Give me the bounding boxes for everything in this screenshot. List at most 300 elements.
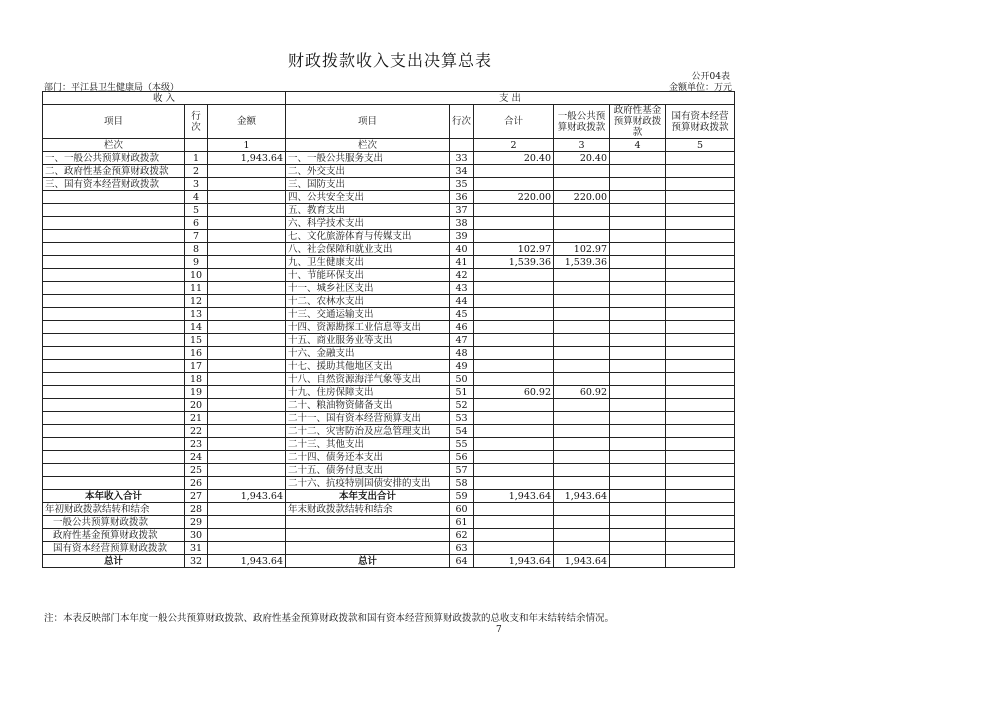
page-number: 7 — [496, 625, 502, 635]
table-row — [43, 425, 735, 438]
expense-statecapital — [666, 334, 735, 347]
expense-statecapital — [666, 555, 735, 568]
expense-statecapital — [666, 308, 735, 321]
expense-statecapital — [666, 438, 735, 451]
income-line-no: 29 — [185, 516, 208, 529]
expense-line-no: 60 — [450, 503, 474, 516]
income-item — [43, 204, 185, 217]
income-item: 本年收入合计 — [43, 490, 185, 503]
expense-general — [554, 360, 610, 373]
table-row — [43, 256, 735, 269]
expense-general — [554, 308, 610, 321]
income-amount — [208, 217, 286, 230]
expense-item — [286, 542, 450, 555]
expense-statecapital — [666, 477, 735, 490]
table-row — [43, 477, 735, 490]
income-amount — [208, 360, 286, 373]
expense-govfund — [610, 529, 666, 542]
expense-govfund — [610, 373, 666, 386]
table-row — [43, 178, 735, 191]
income-item: 三、国有资本经营财政拨款 — [43, 178, 185, 191]
expense-govfund — [610, 243, 666, 256]
expense-item: 十一、城乡社区支出 — [286, 282, 450, 295]
income-item — [43, 386, 185, 399]
expense-statecapital — [666, 178, 735, 191]
expense-statecapital — [666, 256, 735, 269]
expense-statecapital — [666, 217, 735, 230]
col-general-header: 一般公共预算财政拨款 — [554, 105, 610, 139]
expense-item: 二十二、灾害防治及应急管理支出 — [286, 425, 450, 438]
income-item — [43, 256, 185, 269]
expense-govfund — [610, 321, 666, 334]
expense-item: 十四、资源勘探工业信息等支出 — [286, 321, 450, 334]
expense-line-no: 41 — [450, 256, 474, 269]
income-line-no: 23 — [185, 438, 208, 451]
table-row — [43, 282, 735, 295]
income-amount: 1,943.64 — [208, 490, 286, 503]
expense-general — [554, 503, 610, 516]
income-amount — [208, 438, 286, 451]
expense-govfund — [610, 464, 666, 477]
expense-govfund — [610, 295, 666, 308]
expense-line-no: 54 — [450, 425, 474, 438]
expense-govfund — [610, 204, 666, 217]
table-row — [43, 399, 735, 412]
expense-statecapital — [666, 230, 735, 243]
income-item: 年初财政拨款结转和结余 — [43, 503, 185, 516]
income-item — [43, 230, 185, 243]
income-amount — [208, 269, 286, 282]
table-row — [43, 152, 735, 165]
expense-item: 十六、金融支出 — [286, 347, 450, 360]
expense-govfund — [610, 503, 666, 516]
expense-statecapital — [666, 295, 735, 308]
income-line-no: 6 — [185, 217, 208, 230]
expense-govfund — [610, 230, 666, 243]
expense-item: 二十四、债务还本支出 — [286, 451, 450, 464]
expense-govfund — [610, 425, 666, 438]
expense-statecapital — [666, 165, 735, 178]
income-item — [43, 360, 185, 373]
expense-line-no: 35 — [450, 178, 474, 191]
expense-total — [474, 217, 554, 230]
income-amount — [208, 516, 286, 529]
expense-general — [554, 464, 610, 477]
table-row — [43, 373, 735, 386]
expense-total: 60.92 — [474, 386, 554, 399]
income-line-no: 14 — [185, 321, 208, 334]
expense-item: 十八、自然资源海洋气象等支出 — [286, 373, 450, 386]
expense-statecapital — [666, 360, 735, 373]
income-amount — [208, 477, 286, 490]
expense-general: 1,943.64 — [554, 490, 610, 503]
col-index-blank — [185, 139, 208, 152]
income-amount — [208, 373, 286, 386]
income-amount — [208, 243, 286, 256]
expense-total — [474, 451, 554, 464]
col-item2-header: 项目 — [286, 105, 450, 139]
expense-line-no: 39 — [450, 230, 474, 243]
income-amount — [208, 165, 286, 178]
income-line-no: 9 — [185, 256, 208, 269]
expense-total — [474, 425, 554, 438]
expense-statecapital — [666, 529, 735, 542]
expense-item: 四、公共安全支出 — [286, 191, 450, 204]
expense-line-no: 45 — [450, 308, 474, 321]
income-line-no: 13 — [185, 308, 208, 321]
table-row — [43, 191, 735, 204]
expense-item: 二、外交支出 — [286, 165, 450, 178]
col-item-header: 项目 — [43, 105, 185, 139]
expense-total — [474, 399, 554, 412]
income-line-no: 15 — [185, 334, 208, 347]
income-line-no: 1 — [185, 152, 208, 165]
expense-line-no: 52 — [450, 399, 474, 412]
expense-total — [474, 178, 554, 191]
expense-total: 1,539.36 — [474, 256, 554, 269]
income-line-no: 27 — [185, 490, 208, 503]
expense-line-no: 46 — [450, 321, 474, 334]
unit-label: 金额单位：万元 — [668, 83, 732, 93]
expense-statecapital — [666, 243, 735, 256]
page-title: 财政拨款收入支出决算总表 — [287, 51, 492, 70]
income-amount — [208, 503, 286, 516]
income-amount — [208, 282, 286, 295]
income-line-no: 3 — [185, 178, 208, 191]
income-amount — [208, 542, 286, 555]
expense-line-no: 43 — [450, 282, 474, 295]
expense-general — [554, 217, 610, 230]
expense-item: 二十五、债务付息支出 — [286, 464, 450, 477]
table-row — [43, 451, 735, 464]
expense-item — [286, 516, 450, 529]
col-line2-header: 行次 — [450, 105, 474, 139]
income-line-no: 8 — [185, 243, 208, 256]
income-amount — [208, 230, 286, 243]
expense-statecapital — [666, 321, 735, 334]
income-item — [43, 347, 185, 360]
expense-govfund — [610, 542, 666, 555]
income-line-no: 22 — [185, 425, 208, 438]
expense-govfund — [610, 217, 666, 230]
expense-line-no: 62 — [450, 529, 474, 542]
expense-line-no: 36 — [450, 191, 474, 204]
expense-general — [554, 425, 610, 438]
expense-general — [554, 438, 610, 451]
expense-general: 1,943.64 — [554, 555, 610, 568]
expense-total — [474, 165, 554, 178]
expense-govfund — [610, 269, 666, 282]
expense-statecapital — [666, 386, 735, 399]
expense-item: 年末财政拨款结转和结余 — [286, 503, 450, 516]
expense-item: 二十三、其他支出 — [286, 438, 450, 451]
col-line-header: 行次 — [185, 105, 208, 139]
table-row — [43, 386, 735, 399]
expense-total — [474, 438, 554, 451]
carryover-row — [43, 516, 735, 529]
expense-total — [474, 373, 554, 386]
income-item — [43, 282, 185, 295]
col-index-3: 3 — [554, 139, 610, 152]
income-line-no: 28 — [185, 503, 208, 516]
table-row — [43, 269, 735, 282]
income-item — [43, 412, 185, 425]
expense-line-no: 55 — [450, 438, 474, 451]
income-amount — [208, 412, 286, 425]
income-line-no: 24 — [185, 451, 208, 464]
income-item — [43, 464, 185, 477]
expense-total — [474, 282, 554, 295]
expense-govfund — [610, 256, 666, 269]
income-item — [43, 425, 185, 438]
expense-total — [474, 529, 554, 542]
expense-statecapital — [666, 451, 735, 464]
carryover-row — [43, 529, 735, 542]
table-row — [43, 464, 735, 477]
expense-item: 二十、粮油物资储备支出 — [286, 399, 450, 412]
expense-general — [554, 321, 610, 334]
income-line-no: 4 — [185, 191, 208, 204]
expense-total — [474, 204, 554, 217]
expense-header: 支 出 — [286, 92, 735, 105]
col-index-4: 4 — [610, 139, 666, 152]
expense-line-no: 40 — [450, 243, 474, 256]
expense-general — [554, 204, 610, 217]
expense-line-no: 42 — [450, 269, 474, 282]
expense-general — [554, 477, 610, 490]
section-header-row — [43, 92, 735, 105]
income-amount — [208, 191, 286, 204]
expense-statecapital — [666, 516, 735, 529]
expense-item: 六、科学技术支出 — [286, 217, 450, 230]
expense-line-no: 49 — [450, 360, 474, 373]
expense-general — [554, 516, 610, 529]
income-line-no: 21 — [185, 412, 208, 425]
expense-statecapital — [666, 269, 735, 282]
income-item: 政府性基金预算财政拨款 — [43, 529, 185, 542]
income-item — [43, 308, 185, 321]
expense-total: 220.00 — [474, 191, 554, 204]
table-row — [43, 360, 735, 373]
table-row — [43, 334, 735, 347]
income-line-no: 32 — [185, 555, 208, 568]
expense-line-no: 34 — [450, 165, 474, 178]
table-row — [43, 217, 735, 230]
expense-total — [474, 542, 554, 555]
table-row — [43, 165, 735, 178]
expense-line-no: 61 — [450, 516, 474, 529]
income-amount — [208, 347, 286, 360]
col-govfund-header: 政府性基金预算财政拨款 — [610, 105, 666, 139]
expense-total: 1,943.64 — [474, 490, 554, 503]
expense-item: 七、文化旅游体育与传媒支出 — [286, 230, 450, 243]
expense-line-no: 50 — [450, 373, 474, 386]
expense-govfund — [610, 516, 666, 529]
expense-item: 十九、住房保障支出 — [286, 386, 450, 399]
income-item — [43, 243, 185, 256]
expense-line-no: 48 — [450, 347, 474, 360]
expense-line-no: 56 — [450, 451, 474, 464]
carryover-row — [43, 503, 735, 516]
col-index-label: 栏次 — [43, 139, 185, 152]
expense-total: 20.40 — [474, 152, 554, 165]
expense-total — [474, 230, 554, 243]
expense-statecapital — [666, 425, 735, 438]
expense-general: 60.92 — [554, 386, 610, 399]
expense-general — [554, 347, 610, 360]
expense-govfund — [610, 555, 666, 568]
expense-general — [554, 373, 610, 386]
expense-general — [554, 399, 610, 412]
table-row — [43, 321, 735, 334]
budget-summary-table — [42, 91, 735, 568]
col-total-header: 合计 — [474, 105, 554, 139]
income-amount — [208, 529, 286, 542]
income-line-no: 11 — [185, 282, 208, 295]
expense-line-no: 63 — [450, 542, 474, 555]
expense-total — [474, 334, 554, 347]
expense-govfund — [610, 191, 666, 204]
expense-item: 三、国防支出 — [286, 178, 450, 191]
income-amount — [208, 399, 286, 412]
expense-total — [474, 321, 554, 334]
expense-govfund — [610, 451, 666, 464]
col-index-label2: 栏次 — [286, 139, 450, 152]
expense-govfund — [610, 334, 666, 347]
income-item — [43, 399, 185, 412]
expense-line-no: 37 — [450, 204, 474, 217]
expense-statecapital — [666, 373, 735, 386]
income-item — [43, 373, 185, 386]
income-line-no: 7 — [185, 230, 208, 243]
income-amount: 1,943.64 — [208, 152, 286, 165]
expense-general: 20.40 — [554, 152, 610, 165]
income-amount — [208, 334, 286, 347]
carryover-row — [43, 542, 735, 555]
income-line-no: 17 — [185, 360, 208, 373]
income-line-no: 18 — [185, 373, 208, 386]
form-code: 公开04表 — [691, 72, 730, 82]
income-item: 一、一般公共预算财政拨款 — [43, 152, 185, 165]
expense-item: 十五、商业服务业等支出 — [286, 334, 450, 347]
expense-total — [474, 516, 554, 529]
expense-line-no: 44 — [450, 295, 474, 308]
expense-total — [474, 347, 554, 360]
expense-general — [554, 529, 610, 542]
income-amount — [208, 425, 286, 438]
table-row — [43, 204, 735, 217]
expense-item — [286, 529, 450, 542]
income-item — [43, 451, 185, 464]
col-index-blank2 — [450, 139, 474, 152]
income-item: 总计 — [43, 555, 185, 568]
expense-item: 本年支出合计 — [286, 490, 450, 503]
department-label: 部门：平江县卫生健康局（本级） — [44, 83, 180, 93]
expense-total — [474, 503, 554, 516]
expense-govfund — [610, 165, 666, 178]
income-item: 国有资本经营预算财政拨款 — [43, 542, 185, 555]
expense-general — [554, 282, 610, 295]
income-item: 二、政府性基金预算财政拨款 — [43, 165, 185, 178]
expense-line-no: 58 — [450, 477, 474, 490]
expense-statecapital — [666, 347, 735, 360]
income-line-no: 2 — [185, 165, 208, 178]
expense-line-no: 47 — [450, 334, 474, 347]
expense-item: 总计 — [286, 555, 450, 568]
income-item — [43, 269, 185, 282]
expense-statecapital — [666, 490, 735, 503]
expense-statecapital — [666, 399, 735, 412]
expense-govfund — [610, 152, 666, 165]
expense-total — [474, 308, 554, 321]
income-line-no: 26 — [185, 477, 208, 490]
table-row — [43, 438, 735, 451]
income-item — [43, 295, 185, 308]
expense-total — [474, 477, 554, 490]
expense-govfund — [610, 282, 666, 295]
expense-item: 八、社会保障和就业支出 — [286, 243, 450, 256]
income-amount — [208, 308, 286, 321]
expense-govfund — [610, 360, 666, 373]
expense-line-no: 59 — [450, 490, 474, 503]
expense-item: 十二、农林水支出 — [286, 295, 450, 308]
expense-total: 102.97 — [474, 243, 554, 256]
expense-govfund — [610, 490, 666, 503]
expense-govfund — [610, 412, 666, 425]
expense-total — [474, 464, 554, 477]
income-amount — [208, 451, 286, 464]
table-row — [43, 412, 735, 425]
expense-item: 十七、援助其他地区支出 — [286, 360, 450, 373]
income-line-no: 30 — [185, 529, 208, 542]
expense-general — [554, 165, 610, 178]
expense-line-no: 51 — [450, 386, 474, 399]
expense-statecapital — [666, 152, 735, 165]
expense-total — [474, 360, 554, 373]
expense-statecapital — [666, 464, 735, 477]
expense-govfund — [610, 386, 666, 399]
income-amount — [208, 295, 286, 308]
col-index-1: 1 — [208, 139, 286, 152]
expense-item: 十、节能环保支出 — [286, 269, 450, 282]
expense-line-no: 38 — [450, 217, 474, 230]
table-row — [43, 295, 735, 308]
income-amount — [208, 256, 286, 269]
column-index-row — [43, 139, 735, 152]
expense-item: 九、卫生健康支出 — [286, 256, 450, 269]
income-amount — [208, 204, 286, 217]
expense-general: 220.00 — [554, 191, 610, 204]
income-line-no: 5 — [185, 204, 208, 217]
table-row — [43, 243, 735, 256]
expense-govfund — [610, 347, 666, 360]
income-item — [43, 334, 185, 347]
expense-general — [554, 269, 610, 282]
expense-general — [554, 178, 610, 191]
expense-general — [554, 451, 610, 464]
expense-line-no: 64 — [450, 555, 474, 568]
expense-statecapital — [666, 282, 735, 295]
expense-govfund — [610, 178, 666, 191]
expense-line-no: 57 — [450, 464, 474, 477]
income-line-no: 12 — [185, 295, 208, 308]
table-row — [43, 347, 735, 360]
expense-item: 二十一、国有资本经营预算支出 — [286, 412, 450, 425]
income-amount — [208, 464, 286, 477]
expense-total: 1,943.64 — [474, 555, 554, 568]
expense-general — [554, 230, 610, 243]
income-amount: 1,943.64 — [208, 555, 286, 568]
